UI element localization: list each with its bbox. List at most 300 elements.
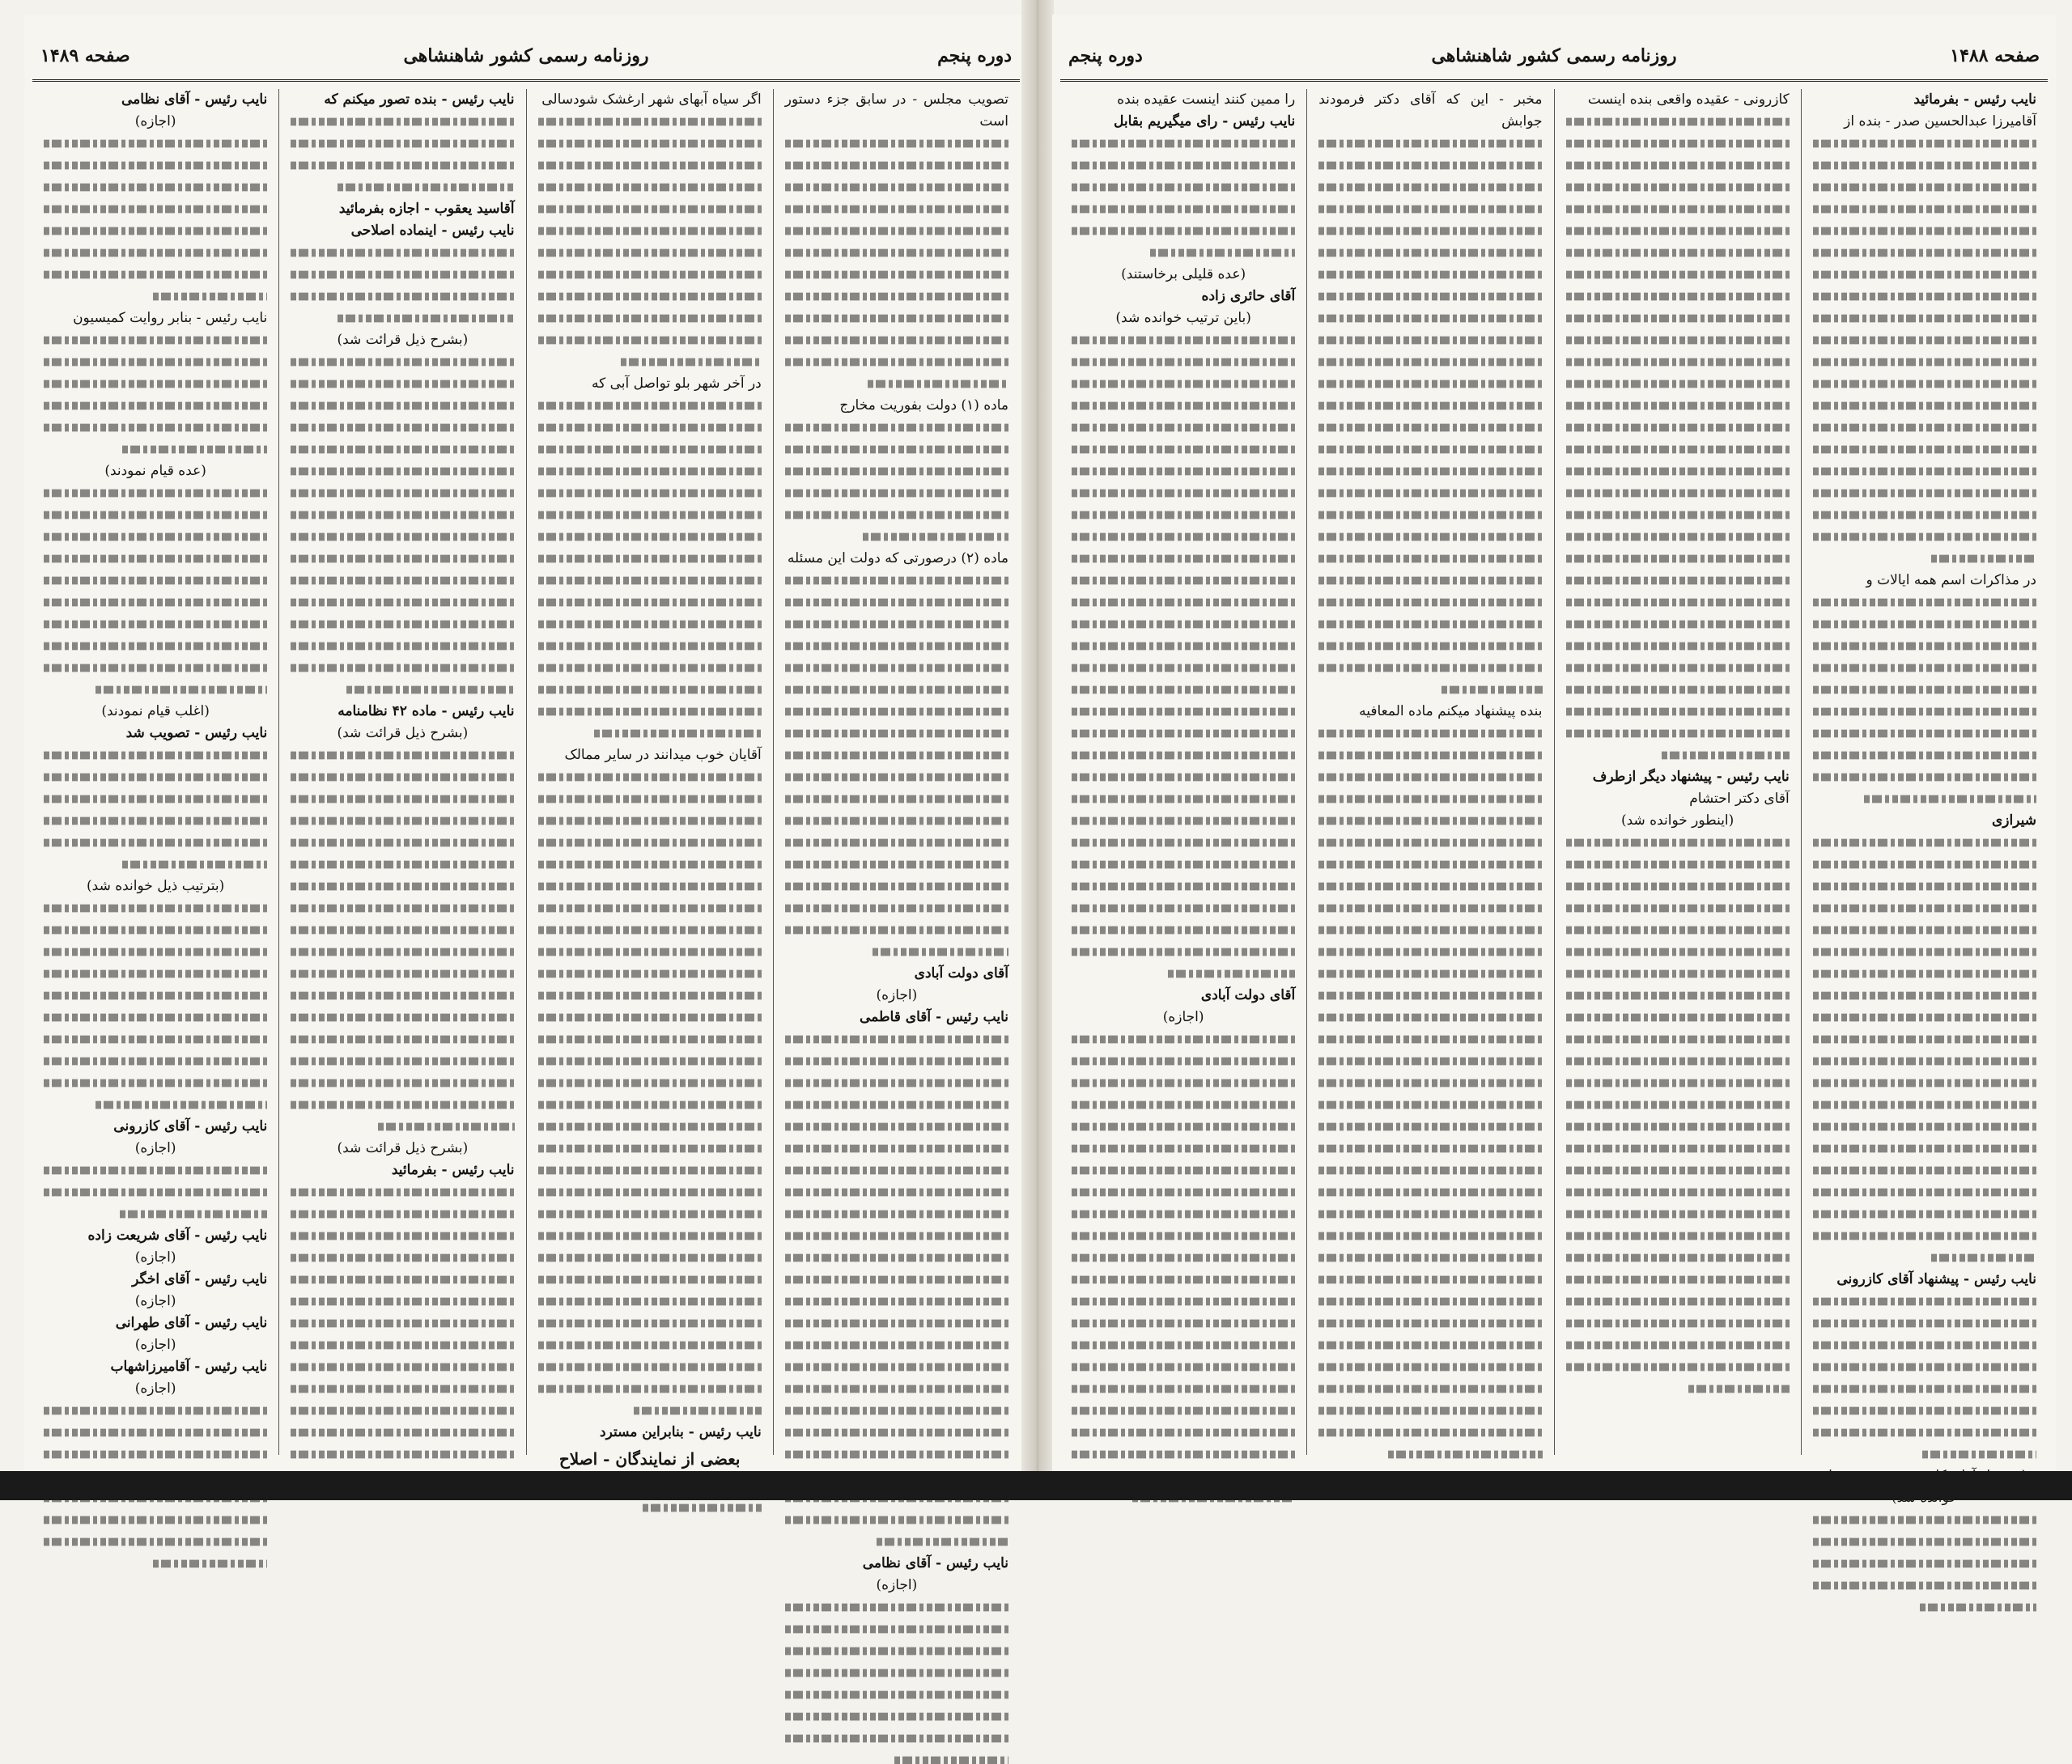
text-column bbox=[1060, 89, 1306, 1455]
body-text-line bbox=[785, 1429, 1008, 1437]
body-text-line bbox=[785, 839, 1008, 847]
body-text-line bbox=[1072, 1058, 1295, 1066]
body-text-line bbox=[1813, 1189, 2036, 1197]
body-text-line bbox=[44, 905, 267, 913]
body-text-line bbox=[1318, 402, 1542, 410]
body-text-line bbox=[1318, 730, 1542, 738]
body-text-line bbox=[291, 1429, 514, 1437]
body-text-line bbox=[44, 206, 267, 214]
speaker-line: نایب رئیس - آقای طهرانی bbox=[115, 1315, 268, 1331]
body-text-line bbox=[1072, 555, 1295, 563]
body-text-line bbox=[1318, 1320, 1542, 1328]
body-text-line bbox=[785, 1145, 1008, 1153]
body-text-line bbox=[785, 468, 1008, 476]
body-text-line bbox=[1566, 839, 1790, 847]
body-text-line bbox=[120, 1211, 267, 1219]
body-text-line bbox=[1318, 555, 1542, 563]
body-text-line bbox=[1318, 1385, 1542, 1393]
body-text-line bbox=[291, 162, 514, 170]
body-text-line bbox=[785, 1604, 1008, 1612]
speaker-line: نایب رئیس - تصویب شد bbox=[125, 725, 268, 741]
body-text-line bbox=[873, 948, 1009, 956]
body-text-line bbox=[785, 1036, 1008, 1044]
paragraph-start: مخبر - این که آقای دکتر فرمودند جوابش bbox=[1318, 91, 1543, 129]
body-text-line bbox=[538, 642, 762, 651]
body-text-line bbox=[1072, 227, 1295, 235]
scan-bottom-edge bbox=[0, 1471, 2072, 1500]
body-text-line bbox=[1318, 206, 1542, 214]
body-text-line bbox=[1072, 490, 1295, 498]
stage-direction: (اجازه) bbox=[1162, 1009, 1204, 1025]
body-text-line bbox=[1813, 1560, 2036, 1568]
speaker-line: نایب رئیس - ماده ۴۲ نظامنامه bbox=[338, 703, 515, 719]
paragraph-start: آقایان خوب میدانند در سایر ممالک bbox=[564, 747, 762, 763]
body-text-line bbox=[785, 708, 1008, 716]
body-text-line bbox=[1318, 1036, 1542, 1044]
body-text-line bbox=[785, 1320, 1008, 1328]
body-text-line bbox=[538, 1189, 762, 1197]
body-text-line bbox=[785, 621, 1008, 629]
body-text-line bbox=[291, 1407, 514, 1415]
body-text-line bbox=[44, 1516, 267, 1524]
speaker-line: نایب رئیس - اینماده اصلاحی bbox=[350, 223, 515, 239]
paragraph-start: در مذاکرات اسم همه ایالات و bbox=[1866, 572, 2036, 588]
body-text-line bbox=[1813, 511, 2036, 519]
body-text-line bbox=[291, 1036, 514, 1044]
body-text-line bbox=[1813, 1058, 2036, 1066]
section-heading: بعضی از نمایندگان - اصلاح bbox=[558, 1449, 741, 1469]
body-text-line bbox=[785, 249, 1008, 257]
body-text-line bbox=[1566, 730, 1790, 738]
body-text-line bbox=[44, 337, 267, 345]
body-text-line bbox=[538, 839, 762, 847]
body-text-line bbox=[96, 1101, 268, 1109]
body-text-line bbox=[1318, 337, 1542, 345]
body-text-line bbox=[44, 1036, 267, 1044]
body-text-line bbox=[1920, 1604, 2036, 1612]
body-text-line bbox=[291, 752, 514, 760]
body-text-line bbox=[538, 861, 762, 869]
body-text-line bbox=[1318, 664, 1542, 672]
body-text-line bbox=[1813, 839, 2036, 847]
body-text-line bbox=[1318, 839, 1542, 847]
body-text-line bbox=[1318, 948, 1542, 956]
body-text-line bbox=[785, 730, 1008, 738]
body-text-line bbox=[291, 664, 514, 672]
paragraph-start: کازرونی - عقیده واقعی بنده اینست bbox=[1587, 91, 1790, 108]
body-text-line bbox=[291, 1385, 514, 1393]
body-text-line bbox=[44, 599, 267, 607]
body-text-line bbox=[44, 752, 267, 760]
body-text-line bbox=[1566, 184, 1790, 192]
body-text-line bbox=[1566, 468, 1790, 476]
paragraph-start: ماده (۱) دولت بفوریت مخارج bbox=[839, 397, 1008, 413]
body-text-line bbox=[1318, 162, 1542, 170]
stage-direction: (اجازه) bbox=[134, 1293, 176, 1309]
body-text-line bbox=[785, 1189, 1008, 1197]
body-text-line bbox=[44, 927, 267, 935]
body-text-line bbox=[1813, 162, 2036, 170]
body-text-line bbox=[1318, 358, 1542, 367]
body-text-line bbox=[1318, 1167, 1542, 1175]
body-text-line bbox=[44, 1538, 267, 1546]
body-text-line bbox=[1072, 446, 1295, 454]
body-text-line bbox=[894, 1757, 1008, 1764]
body-text-line bbox=[785, 1123, 1008, 1131]
body-text-line bbox=[1318, 1189, 1542, 1197]
body-text-line bbox=[1813, 1320, 2036, 1328]
body-text-line bbox=[1566, 970, 1790, 978]
body-text-line bbox=[785, 905, 1008, 913]
body-text-line bbox=[153, 1560, 267, 1568]
body-text-line bbox=[1566, 162, 1790, 170]
body-text-line bbox=[785, 1363, 1008, 1372]
body-text-line bbox=[1072, 184, 1295, 192]
stage-direction: (اجازه) bbox=[876, 987, 918, 1003]
body-text-line bbox=[1318, 577, 1542, 585]
body-text-line bbox=[785, 1276, 1008, 1284]
body-text-line bbox=[538, 686, 762, 694]
body-text-line bbox=[1813, 861, 2036, 869]
paragraph-start: نایب رئیس - بنابر روایت کمیسیون bbox=[73, 310, 268, 326]
body-text-line bbox=[1813, 1385, 2036, 1393]
body-text-line bbox=[1318, 468, 1542, 476]
body-text-line bbox=[1813, 227, 2036, 235]
body-text-line bbox=[785, 817, 1008, 825]
body-text-line bbox=[1072, 533, 1295, 541]
body-text-line bbox=[1566, 533, 1790, 541]
body-text-line bbox=[44, 271, 267, 279]
body-text-line bbox=[1566, 621, 1790, 629]
body-text-line bbox=[538, 927, 762, 935]
body-text-line bbox=[1813, 446, 2036, 454]
body-text-line bbox=[538, 533, 762, 541]
body-text-line bbox=[785, 424, 1008, 432]
body-text-line bbox=[621, 358, 762, 367]
body-text-line bbox=[1318, 621, 1542, 629]
body-text-line bbox=[1318, 380, 1542, 388]
body-text-line bbox=[1566, 642, 1790, 651]
body-text-line bbox=[44, 1451, 267, 1459]
body-text-line bbox=[785, 1407, 1008, 1415]
body-text-line bbox=[1566, 1276, 1790, 1284]
body-text-line bbox=[1813, 686, 2036, 694]
body-text-line bbox=[1813, 293, 2036, 301]
body-text-line bbox=[291, 555, 514, 563]
body-text-line bbox=[1566, 1058, 1790, 1066]
body-text-line bbox=[785, 752, 1008, 760]
body-text-line bbox=[1566, 883, 1790, 891]
body-text-line bbox=[1813, 315, 2036, 323]
body-text-line bbox=[1813, 1407, 2036, 1415]
body-text-line bbox=[538, 948, 762, 956]
speaker-line: نایب رئیس - آقای نظامی bbox=[121, 91, 268, 108]
body-text-line bbox=[1072, 577, 1295, 585]
body-text-line bbox=[291, 1298, 514, 1306]
body-text-line bbox=[44, 555, 267, 563]
stage-direction: (باین ترتیب خوانده شد) bbox=[1115, 310, 1251, 326]
body-text-line bbox=[538, 271, 762, 279]
body-text-line bbox=[1072, 468, 1295, 476]
body-text-line bbox=[291, 249, 514, 257]
body-text-line bbox=[291, 1058, 514, 1066]
body-text-line bbox=[346, 686, 514, 694]
body-text-line bbox=[1072, 1320, 1295, 1328]
stage-direction: (اجازه) bbox=[134, 1337, 176, 1353]
body-text-line bbox=[785, 577, 1008, 585]
speaker-line: نایب رئیس - آقای قاطمی bbox=[860, 1009, 1008, 1025]
body-text-line bbox=[291, 424, 514, 432]
body-text-line bbox=[1566, 1167, 1790, 1175]
body-text-line bbox=[1813, 1145, 2036, 1153]
body-text-line bbox=[1318, 1101, 1542, 1109]
body-text-line bbox=[538, 1342, 762, 1350]
right-page-header bbox=[1052, 39, 2056, 76]
body-text-line bbox=[1813, 970, 2036, 978]
body-text-line bbox=[538, 315, 762, 323]
body-text-line bbox=[785, 271, 1008, 279]
body-text-line bbox=[1813, 1101, 2036, 1109]
body-text-line bbox=[538, 1036, 762, 1044]
right-page-title: روزنامه رسمی کشور شاهنشاهی bbox=[1431, 45, 1677, 66]
body-text-line bbox=[538, 140, 762, 148]
right-page-header-rule bbox=[1060, 79, 2048, 82]
body-text-line bbox=[1566, 905, 1790, 913]
body-text-line bbox=[538, 1014, 762, 1022]
body-text-line bbox=[1318, 1363, 1542, 1372]
body-text-line bbox=[1813, 1014, 2036, 1022]
body-text-line bbox=[44, 162, 267, 170]
body-text-line bbox=[1072, 424, 1295, 432]
stage-direction: (بشرح ذیل قرائت شد) bbox=[337, 725, 469, 741]
body-text-line bbox=[1072, 752, 1295, 760]
body-text-line bbox=[538, 555, 762, 563]
speaker-line: نایب رئیس - آقای کازرونی bbox=[113, 1118, 268, 1134]
body-text-line bbox=[1072, 774, 1295, 782]
body-text-line bbox=[44, 839, 267, 847]
body-text-line bbox=[538, 664, 762, 672]
body-text-line bbox=[785, 1669, 1008, 1677]
body-text-line bbox=[1072, 380, 1295, 388]
body-text-line bbox=[1072, 642, 1295, 651]
body-text-line bbox=[1318, 227, 1542, 235]
body-text-line bbox=[1566, 1254, 1790, 1262]
body-text-line bbox=[1813, 337, 2036, 345]
body-text-line bbox=[538, 1232, 762, 1240]
body-text-line bbox=[1566, 490, 1790, 498]
body-text-line bbox=[1566, 1342, 1790, 1350]
body-text-line bbox=[1318, 1058, 1542, 1066]
body-text-line bbox=[538, 1298, 762, 1306]
body-text-line bbox=[785, 1342, 1008, 1350]
body-text-line bbox=[1813, 1516, 2036, 1524]
body-text-line bbox=[1072, 162, 1295, 170]
body-text-line bbox=[1072, 927, 1295, 935]
body-text-line bbox=[1318, 533, 1542, 541]
body-text-line bbox=[785, 293, 1008, 301]
body-text-line bbox=[1318, 642, 1542, 651]
body-text-line bbox=[1813, 1298, 2036, 1306]
body-text-line bbox=[1072, 730, 1295, 738]
stage-direction: (اغلب قیام نمودند) bbox=[101, 703, 210, 719]
left-page-number: صفحه ۱۴۸۹ bbox=[40, 45, 130, 66]
paragraph-start: تصویب مجلس - در سابق جزء دستور است bbox=[784, 91, 1008, 129]
body-text-line bbox=[1318, 1232, 1542, 1240]
body-text-line bbox=[1072, 664, 1295, 672]
body-text-line bbox=[785, 337, 1008, 345]
left-page-header-rule bbox=[32, 79, 1020, 82]
body-text-line bbox=[785, 1691, 1008, 1699]
right-page bbox=[1052, 15, 2056, 1471]
body-text-line bbox=[1072, 708, 1295, 716]
body-text-line bbox=[1318, 446, 1542, 454]
body-text-line bbox=[1072, 1101, 1295, 1109]
body-text-line bbox=[1566, 1101, 1790, 1109]
body-text-line bbox=[785, 1735, 1008, 1743]
body-text-line bbox=[785, 883, 1008, 891]
body-text-line bbox=[1813, 271, 2036, 279]
body-text-line bbox=[1318, 511, 1542, 519]
speaker-line: نایب رئیس - رای میگیریم بقابل bbox=[1113, 113, 1296, 129]
body-text-line bbox=[1813, 1123, 2036, 1131]
body-text-line bbox=[291, 293, 514, 301]
body-text-line bbox=[1318, 817, 1542, 825]
body-text-line bbox=[291, 1342, 514, 1350]
body-text-line bbox=[785, 795, 1008, 804]
body-text-line bbox=[1813, 664, 2036, 672]
body-text-line bbox=[1072, 1451, 1295, 1459]
body-text-line bbox=[1813, 1167, 2036, 1175]
text-column bbox=[32, 89, 278, 1455]
left-page bbox=[24, 15, 1028, 1593]
paragraph-start: بنده پیشنهاد میکنم ماده المعافیه bbox=[1359, 703, 1543, 719]
body-text-line bbox=[291, 380, 514, 388]
body-text-line bbox=[1813, 1036, 2036, 1044]
left-page-columns bbox=[32, 89, 1020, 1593]
body-text-line bbox=[1566, 1036, 1790, 1044]
body-text-line bbox=[1813, 927, 2036, 935]
body-text-line bbox=[44, 380, 267, 388]
body-text-line bbox=[785, 927, 1008, 935]
body-text-line bbox=[338, 184, 514, 192]
left-page-session-label: دوره پنجم bbox=[937, 45, 1012, 66]
stage-direction: (عده قیام نمودند) bbox=[104, 463, 206, 479]
body-text-line bbox=[1072, 1385, 1295, 1393]
body-text-line bbox=[1813, 774, 2036, 782]
body-text-line bbox=[1072, 1036, 1295, 1044]
body-text-line bbox=[1813, 249, 2036, 257]
body-text-line bbox=[291, 271, 514, 279]
body-text-line bbox=[291, 468, 514, 476]
body-text-line bbox=[1813, 206, 2036, 214]
body-text-line bbox=[643, 1504, 761, 1512]
body-text-line bbox=[1566, 1363, 1790, 1372]
speaker-line: آقای دولت آبادی bbox=[1200, 987, 1296, 1003]
body-text-line bbox=[1318, 752, 1542, 760]
body-text-line bbox=[785, 774, 1008, 782]
body-text-line bbox=[291, 599, 514, 607]
body-text-line bbox=[291, 446, 514, 454]
body-text-line bbox=[44, 1014, 267, 1022]
body-text-line bbox=[1072, 1363, 1295, 1372]
body-text-line bbox=[44, 402, 267, 410]
speaker-line: نایب رئیس - بنابراین مسترد bbox=[600, 1424, 762, 1440]
body-text-line bbox=[1168, 970, 1295, 978]
body-text-line bbox=[877, 1538, 1008, 1546]
body-text-line bbox=[1566, 686, 1790, 694]
body-text-line bbox=[538, 446, 762, 454]
body-text-line bbox=[1072, 511, 1295, 519]
body-text-line bbox=[1566, 992, 1790, 1000]
body-text-line bbox=[1072, 337, 1295, 345]
body-text-line bbox=[1813, 1538, 2036, 1546]
body-text-line bbox=[1688, 1385, 1789, 1393]
body-text-line bbox=[785, 511, 1008, 519]
stage-direction: (بترتیب ذیل خوانده شد) bbox=[87, 878, 225, 894]
body-text-line bbox=[1931, 1254, 2036, 1262]
body-text-line bbox=[291, 358, 514, 367]
body-text-line bbox=[1813, 752, 2036, 760]
body-text-line bbox=[378, 1123, 515, 1131]
paragraph-start: در آخر شهر بلو تواصل آبی که bbox=[591, 375, 762, 392]
stage-direction: (اجازه) bbox=[876, 1577, 918, 1593]
speaker-line: شیرازی bbox=[1992, 812, 2036, 829]
body-text-line bbox=[1566, 1211, 1790, 1219]
body-text-line bbox=[538, 1123, 762, 1131]
stage-direction: (عده قلیلی برخاستند) bbox=[1121, 266, 1246, 282]
body-text-line bbox=[538, 708, 762, 716]
body-text-line bbox=[1441, 686, 1542, 694]
body-text-line bbox=[785, 861, 1008, 869]
stage-direction: (بشرح ذیل قرائت شد) bbox=[337, 332, 469, 348]
body-text-line bbox=[1318, 184, 1542, 192]
body-text-line bbox=[1318, 249, 1542, 257]
body-text-line bbox=[1813, 184, 2036, 192]
body-text-line bbox=[538, 206, 762, 214]
body-text-line bbox=[1318, 293, 1542, 301]
body-text-line bbox=[538, 1320, 762, 1328]
body-text-line bbox=[291, 1254, 514, 1262]
body-text-line bbox=[1566, 227, 1790, 235]
speaker-line: نایب رئیس - آقای شریعت زاده bbox=[87, 1228, 268, 1244]
body-text-line bbox=[785, 206, 1008, 214]
text-column bbox=[1554, 89, 1801, 1455]
body-text-line bbox=[538, 490, 762, 498]
body-text-line bbox=[1566, 1320, 1790, 1328]
body-text-line bbox=[291, 883, 514, 891]
body-text-line bbox=[1813, 730, 2036, 738]
text-column bbox=[278, 89, 525, 1455]
body-text-line bbox=[1318, 970, 1542, 978]
body-text-line bbox=[1662, 752, 1789, 760]
body-text-line bbox=[44, 948, 267, 956]
body-text-line bbox=[538, 621, 762, 629]
body-text-line bbox=[1318, 883, 1542, 891]
body-text-line bbox=[1813, 905, 2036, 913]
body-text-line bbox=[538, 1079, 762, 1088]
body-text-line bbox=[1318, 315, 1542, 323]
body-text-line bbox=[1072, 1123, 1295, 1131]
body-text-line bbox=[291, 511, 514, 519]
speaker-line: نایب رئیس - آقامیرزاشهاب bbox=[110, 1359, 268, 1375]
body-text-line bbox=[1318, 992, 1542, 1000]
body-text-line bbox=[291, 1079, 514, 1088]
body-text-line bbox=[785, 490, 1008, 498]
body-text-line bbox=[1566, 599, 1790, 607]
speaker-line: نایب رئیس - آقای نظامی bbox=[862, 1555, 1008, 1571]
body-text-line bbox=[1813, 992, 2036, 1000]
body-text-line bbox=[785, 1101, 1008, 1109]
